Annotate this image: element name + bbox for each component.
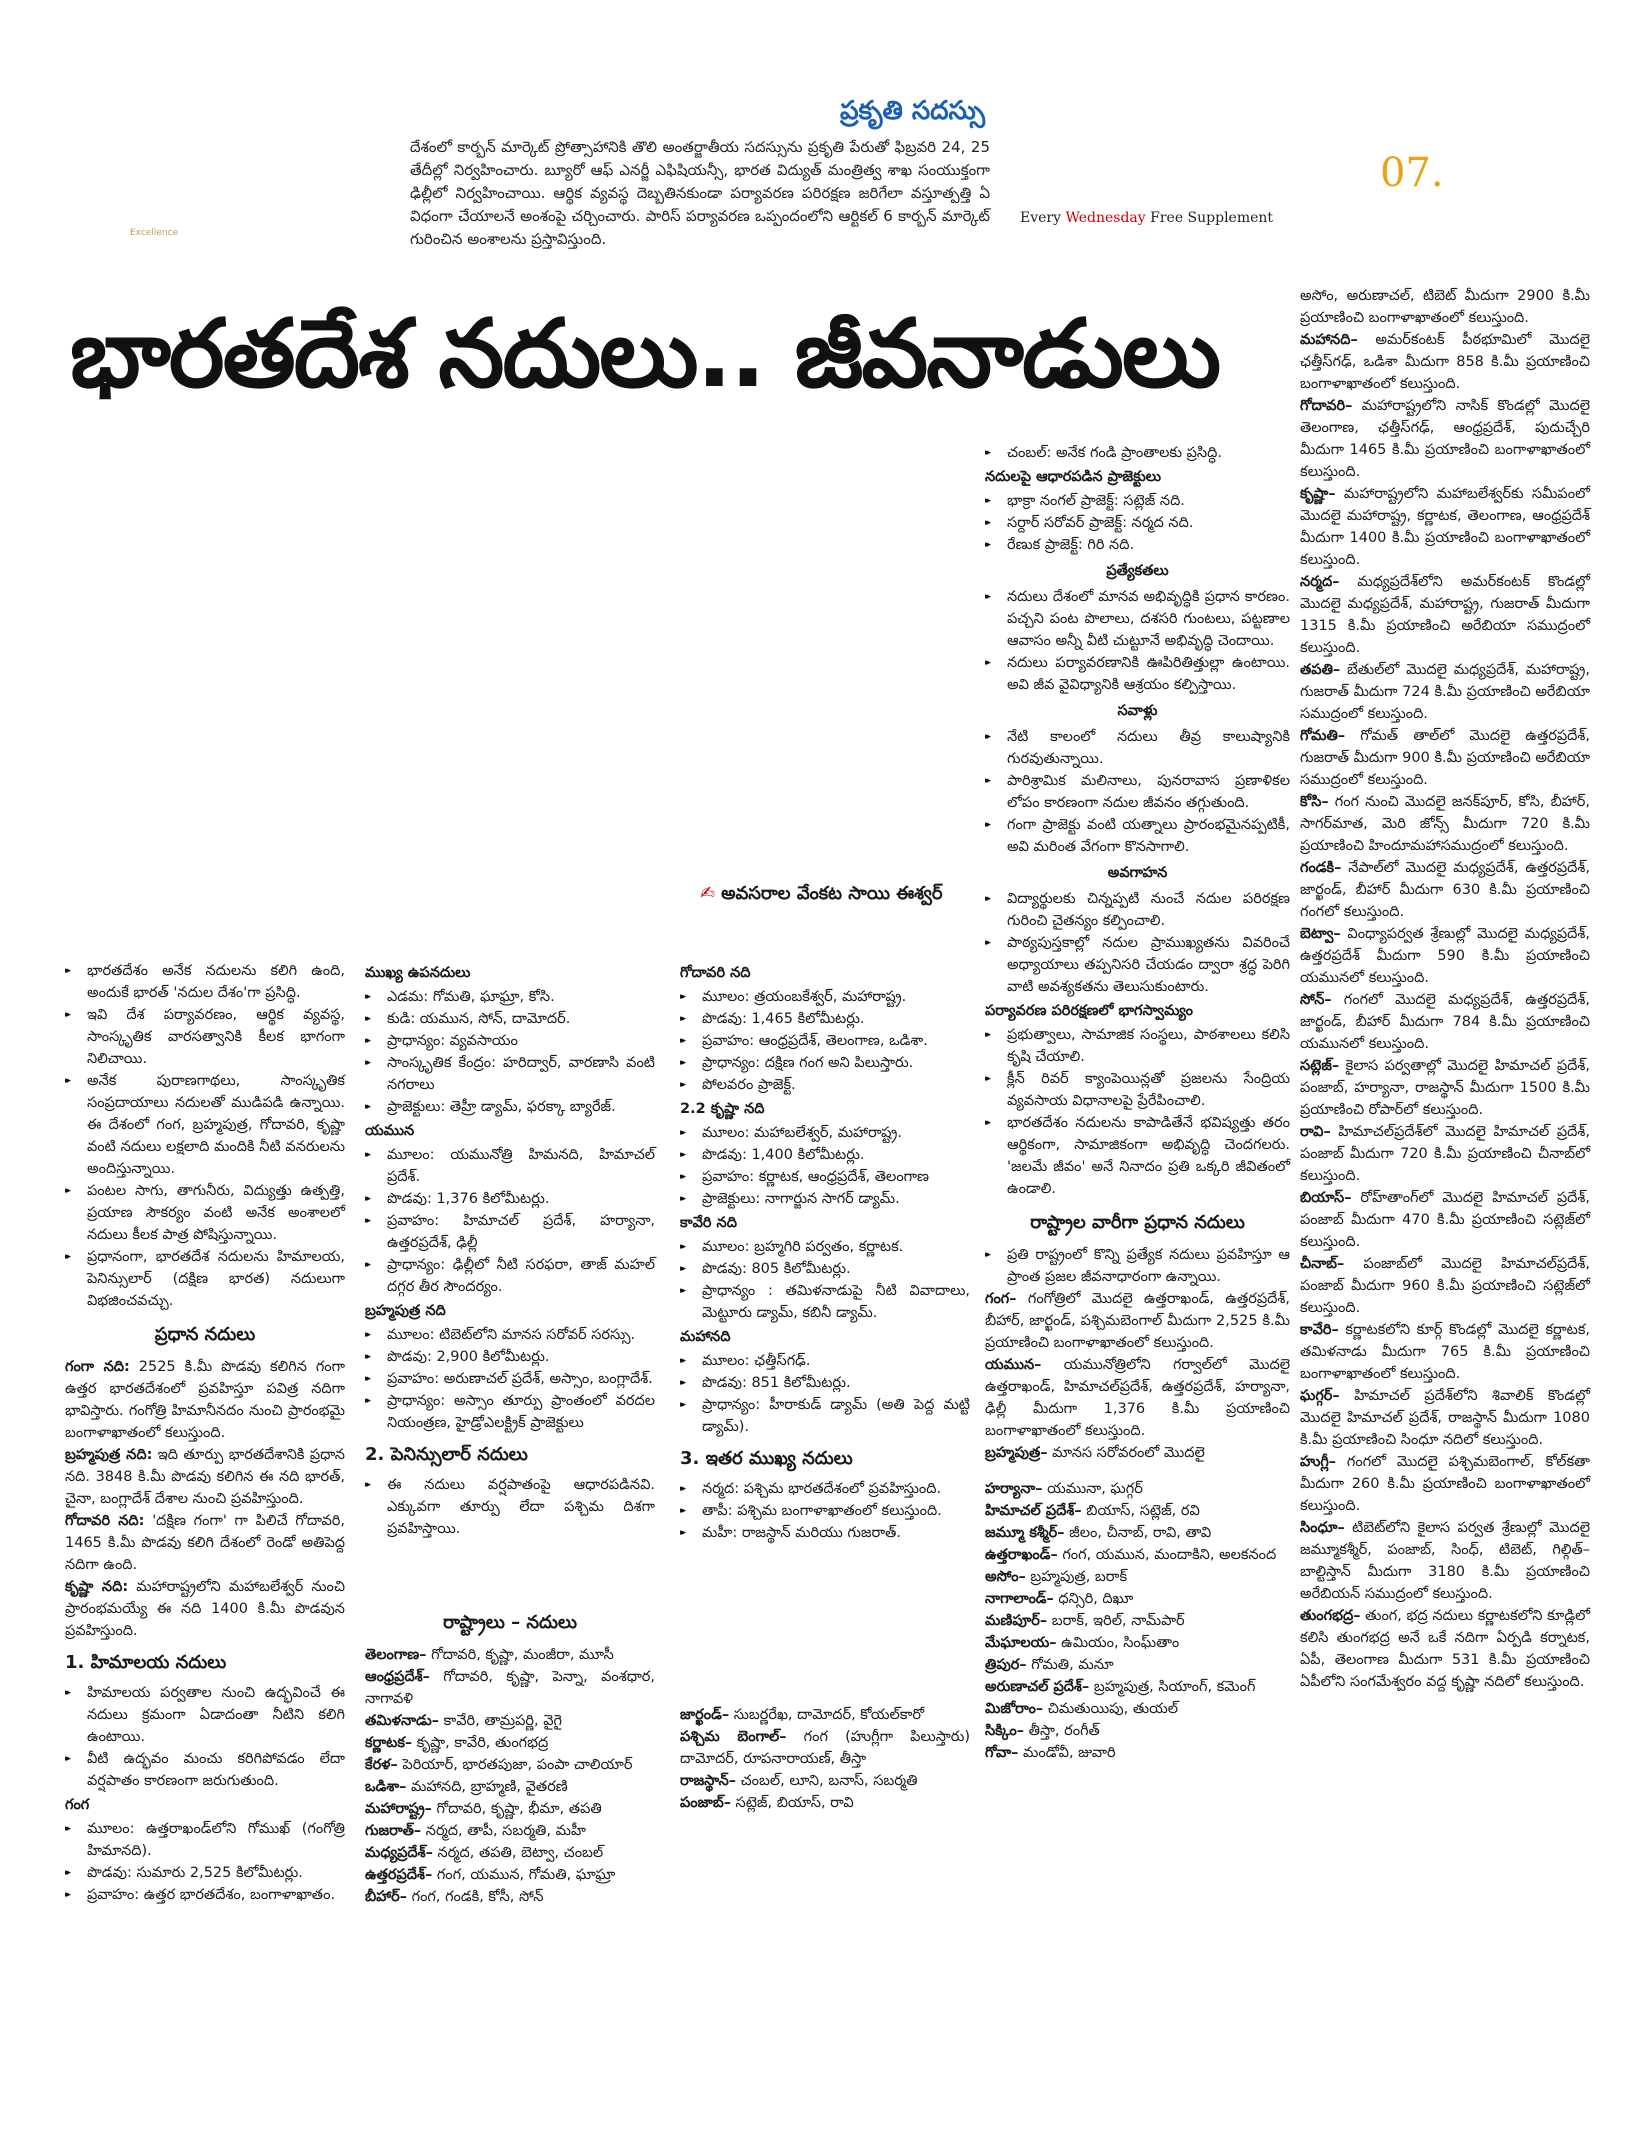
subsection-heading: అవగాహన [1107,865,1168,881]
list-item: ▸▸ సర్దార్ సరోవర్ ప్రాజెక్ట్: నర్మద నది. [985,512,1290,534]
list-item: ▸▸ ఈ నదులు వర్షపాతంపై ఆధారపడినవి. ఎక్కువగా తూర్పు లేదా పశ్చిమ దిశగా ప్రవహిస్తాయి. [365,1474,655,1540]
list-item: ▸▸ పాఠ్యపుస్తకాల్లో నదుల ప్రాముఖ్యతను వివరించే అధ్యాయాలు తప్పనిసరి చేయడం ద్వారా శ్రద్ధ పెరిగి వాటి అవశ్యకతను తెలుసుకుంటారు. [985,932,1290,998]
river-entry: అసోం, అరుణాచల్, టిబెట్ మీదుగా 2900 కి.మీ ప్రయాణించి బంగాళాఖాతంలో కలుస్తుంది. [1300,288,1590,326]
intro-title: ప్రకృతి సదస్సు [840,96,986,126]
state-entry: అరుణాచల్ ప్రదేశ్– బ్రహ్మపుత్ర, సియాంగ్, కమెంగ్ [985,1679,1256,1695]
river-entry: సింధూ– టిబెట్‌లోని కైలాస పర్వత శ్రేణుల్లో మొదలై జమ్మూకశ్మీర్, పంజాబ్, సింధ్, టిబెట్, గిల్గిత్–బాల్టిస్తాన్ మీదుగా 3180 కి.మీ ప్రయాణించి అరేబియన్ సముద్రంలో కలుస్తుంది. [1300,1520,1590,1602]
state-entry: తమిళనాడు– కావేరి, తామ్రపర్ణి, వైగై [365,1713,562,1729]
state-entry: ఆంధ్రప్రదేశ్– గోదావరి, కృష్ణా, పెన్నా, వంశధార, నాగావళి [365,1669,655,1707]
state-entry: బీహార్– గంగ, గండకి, కోసీ, సోన్ [365,1889,544,1905]
river-entry: రావి– హిమాచల్‌ప్రదేశ్‌లో మొదలై హిమాచల్ ప్రదేశ్, పంజాబ్ మీదుగా 720 కి.మీ ప్రయాణించి చీనాబ్‌లో కలుస్తుంది. [1300,1124,1590,1184]
list-item: ▸▸ నదులు దేశంలో మానవ అభివృద్ధికి ప్రధాన కారణం. పచ్చని పంట పొలాలు, దశసరి గుంటలు, పట్టణాల ఆవాసం అన్నీ వీటి చుట్టూనే అభివృద్ధి చెందాయి. [985,586,1290,652]
page-number: 07. [1380,150,1444,196]
section-heading: 3. ఇతర ముఖ్య నదులు [680,1448,853,1469]
list-item: ▸▸ మహీ: రాజస్థాన్ మరియు గుజరాత్. [680,1522,970,1544]
river-entry: తపతి– బేతుల్‌లో మొదలై మధ్యప్రదేశ్, మహారాష్ట్ర, గుజరాత్ మీదుగా 724 కి.మీ ప్రయాణించి అరేబియా సముద్రంలో కలుస్తుంది. [1300,662,1590,722]
list-item: ▸▸ మూలం: బ్రహ్మగిరి పర్వతం, కర్ణాటక. [680,1236,970,1258]
river-entry: నర్మద– మధ్యప్రదేశ్‌లోని అమర్‌కంటక్ కొండల్లో మొదలై మధ్యప్రదేశ్, మహారాష్ట్ర, గుజరాత్ మీదుగా 1315 కి.మీ ప్రయాణించి అరేబియా సముద్రంలో కలుస్తుంది. [1300,574,1590,656]
state-entry: రాజస్థాన్– చంబల్, లూని, బనాస్, సబర్మతి [680,1773,918,1789]
column-2 [365,960,655,1908]
list-item: ▸▸ నదులు పర్యావరణానికి ఊపిరితిత్తుల్లా ఉంటాయి. అవి జీవ వైవిధ్యానికి ఆశ్రయం కల్పిస్తాయి. [985,652,1290,696]
author-byline [700,883,943,908]
state-entry: హిమాచల్ ప్రదేశ్– బియాస్, సట్లెజ్, రవి [985,1503,1200,1519]
state-entry: మిజోరాం– చిమతుయిపు, తుయల్ [985,1701,1179,1717]
list-item: ▸▸ ప్రతి రాష్ట్రంలో కొన్ని ప్రత్యేక నదులు ప్రవహిస్తూ ఆ ప్రాంత ప్రజల జీవనాధారంగా ఉన్నాయి. [985,1244,1290,1288]
list-item: ▸▸ నేటి కాలంలో నదులు తీవ్ర కాలుష్యానికి గురవుతున్నాయి. [985,726,1290,770]
list-item: ▸▸ పొడవు: 805 కిలోమీటర్లు. [680,1258,970,1280]
subsection-heading: ముఖ్య ఉపనదులు [365,965,471,981]
supplement-day: Wednesday [1065,210,1146,226]
list-item: ▸▸ మూలం: ఉత్తరాఖండ్‌లోని గోముఖ్ (గంగోత్రి హిమానది). [65,1818,345,1862]
state-entry: జమ్మూ కశ్మీర్– జీలం, చీనాబ్, రావి, తావి [985,1525,1212,1541]
section-heading: 1. హిమాలయ నదులు [65,1652,227,1673]
list-item: ▸▸ మూలం: త్రయంబకేశ్వర్, మహారాష్ట్ర. [680,986,970,1008]
river-entry: తుంగభద్ర– తుంగ, భద్ర నదులు కర్ణాటకలోని కూడ్లిలో కలిసి తుంగభద్ర అనే ఒకే నదిగా ఏర్పడి కర్నాటక, ఏపీ, తెలంగాణ మీదుగా 531 కి.మీ ప్రయాణించి ఏపీలోని సంగమేశ్వరం వద్ద కృష్ణా నదిలో కలుస్తుంది. [1300,1608,1590,1690]
list-item: ▸▸ కుడి: యమున, సోన్, దామోదర్. [365,1008,655,1030]
list-item: ▸▸ పొడవు: 1,400 కిలోమీటర్లు. [680,1144,970,1166]
river-entry: బెట్వా– వింధ్యాపర్వత శ్రేణుల్లో మొదలై మధ్యప్రదేశ్, ఉత్తరప్రదేశ్ మీదుగా 590 కి.మీ ప్రయాణించి యమునలో కలుస్తుంది. [1300,926,1590,986]
state-entry: ఒడిశా– మహానది, బ్రాహ్మణి, వైతరణి [365,1779,568,1795]
state-entry: కర్ణాటక– కృష్ణా, కావేరి, తుంగభద్ర [365,1735,549,1751]
list-item: ▸▸ రేణుక ప్రాజెక్ట్: గిరి నది. [985,534,1290,556]
list-item: ▸▸ తాపీ: పశ్చిమ బంగాళాఖాతంలో కలుస్తుంది. [680,1500,970,1522]
river-entry: కృష్ణా– మహారాష్ట్రలోని మహాబలేశ్వర్‌కు సమీపంలో మొదలై మహారాష్ట్ర, కర్ణాటక, తెలంగాణ, ఆంధ్రప్రదేశ్ మీదుగా 1400 కి.మీ ప్రయాణించి బంగాళాఖాతంలో కలుస్తుంది. [1300,486,1590,568]
subsection-heading: ప్రత్యేకతలు [1106,563,1169,579]
list-item: ▸▸ ఎడమ: గోమతి, ఘాఘ్రా, కోసి. [365,986,655,1008]
state-entry: గోవా– మండోవీ, జువారి [985,1745,1116,1761]
state-entry: ఉత్తరాఖండ్– గంగ, యమున, మందాకిని, అలకనంద [985,1547,1277,1563]
section-heading: ప్రధాన నదులు [154,1324,256,1345]
list-item: ▸▸ ప్రాజెక్టులు: నాగార్జున సాగర్ డ్యామ్. [680,1188,970,1210]
river-entry: బియాస్– రోహ్‌తాంగ్‌లో మొదలై హిమాచల్ ప్రదేశ్, పంజాబ్ మీదుగా 470 కి.మీ ప్రయాణించి సట్లెజ్‌లో కలుస్తుంది. [1300,1190,1590,1250]
list-item: ▸▸ పోలవరం ప్రాజెక్ట్. [680,1074,970,1096]
list-item: ▸▸ చంబల్: అనేక గండి ప్రాంతాలకు ప్రసిద్ధి. [985,442,1290,464]
river-entry: గంగా నది: 2525 కి.మీ పొడవు కలిగిన గంగా ఉత్తర భారతదేశంలో ప్రవహిస్తూ పవిత్ర నదిగా భావిస్తారు. గంగోత్రి హిమానీనదం నుంచి ప్రారంభమై బంగాళాఖాతంలో కలుస్తుంది. [65,1359,345,1441]
list-item: ▸▸ ప్రాధాన్యం: అస్సాం తూర్పు ప్రాంతంలో వరదల నియంత్రణ, హైడ్రోఎలక్ట్రిక్ ప్రాజెక్టులు [365,1390,655,1434]
state-entry: సిక్కిం– తీస్తా, రంగీత్ [985,1723,1100,1739]
state-entry: పంజాబ్– సట్లెజ్, బియాస్, రావి [680,1795,854,1811]
list-item: ▸▸ ప్రవాహం: అరుణాచల్ ప్రదేశ్, అస్సాం, బంగ్లాదేశ్. [365,1368,655,1390]
river-entry: మహానది– అమర్‌కంటక్ పీఠభూమిలో మొదలై ఛత్తీస్‌గఢ్, ఒడిశా మీదుగా 858 కి.మీ ప్రయాణించి బంగాళాఖాతంలో కలుస్తుంది. [1300,332,1590,392]
state-entry: త్రిపుర– గోమతి, మనూ [985,1657,1114,1673]
state-entry: అసోం– బ్రహ్మపుత్ర, బరాక్ [985,1569,1128,1585]
intro-text: దేశంలో కార్బన్ మార్కెట్ ప్రోత్సాహానికి తొలి అంతర్జాతీయ సదస్సును ప్రకృతి పేరుతో ఫిబ్రవరి 24, 25 తేదీల్లో నిర్వహించారు. బ్యూరో ఆఫ్ ఎనర్జీ ఎఫిషియన్సీ, భారత విద్యుత్ మంత్రిత్వ శాఖ సంయుక్తంగా ఢిల్లీలో నిర్వహించాయి. ఆర్థిక వ్యవస్థ దెబ్బతినకుండా పర్యావరణ పరిరక్షణ జరిగేలా వస్తూత్పత్తి ఏ విధంగా చేయాలనే అంశంపై చర్చించారు. పారిస్ పర్యావరణ ఒప్పందంలోని ఆర్టికల్ 6 కార్బన్ మార్కెట్ గురించిన అంశాలను ప్రస్తావిస్తుంది. [410,138,990,248]
list-item: ▸▸ మూలం: టిబెట్‌లోని మానస సరోవర్ సరస్సు. [365,1324,655,1346]
subsection-heading: కావేరి నది [680,1215,737,1231]
subsection-heading: పర్యావరణ పరిరక్షణలో భాగస్వామ్యం [985,1003,1193,1019]
river-entry: ఘగ్గర్– హిమాచల్ ప్రదేశ్‌లోని శివాలిక్ కొండల్లో మొదలై హిమాచల్ ప్రదేశ్, రాజస్థాన్ మీదుగా 1080 కి.మీ ప్రయాణించి సింధూ నదిలో కలుస్తుంది. [1300,1388,1590,1448]
subsection-heading: బ్రహ్మపుత్ర నది [365,1303,446,1319]
list-item: ▸▸ భారతదేశం నదులను కాపాడితేనే భవిష్యత్తు తరం ఆర్థికంగా, సామాజికంగా అభివృద్ధి చెందగలరు. 'జలమే జీవం' అనే నినాదం ప్రతి ఒక్కరి జీవితంలో ఉండాలి. [985,1112,1290,1200]
list-item: ▸▸ ప్రవాహం: హిమాచల్ ప్రదేశ్, హర్యానా, ఉత్తరప్రదేశ్, ఢిల్లీ [365,1210,655,1254]
river-entry: సట్లెజ్– కైలాస పర్వతాల్లో మొదలై హిమాచల్ ప్రదేశ్, పంజాబ్, హర్యానా, రాజస్థాన్ మీదుగా 1500 కి.మీ ప్రయాణించి రోపార్‌లో కలుస్తుంది. [1300,1058,1590,1118]
list-item: ▸▸ ప్రాజెక్టులు: తెహ్రీ డ్యామ్, ఫరక్కా బ్యారేజ్. [365,1096,655,1118]
state-entry: పశ్చిమ బెంగాల్– గంగ (హుగ్లీగా పిలుస్తారు) దామోదర్, రూపనారాయణ్, తీస్తా [680,1729,970,1767]
list-item: ▸▸ ప్రాధాన్యం : తమిళనాడుపై నీటి వివాదాలు, మెట్టూరు డ్యామ్, కబినీ డ్యామ్. [680,1280,970,1324]
list-item: ▸▸ భాక్రా నంగల్ ప్రాజెక్ట్: సట్లెజ్ నది. [985,490,1290,512]
supplement-post: Free Supplement [1145,210,1274,226]
section-heading: 2. పెనిన్సులార్ నదులు [365,1444,528,1465]
list-item: ▸▸ ప్రధానంగా, భారతదేశ నదులను హిమాలయ, పెనిన్సులార్ (దక్షిణ భారత) నదులుగా విభజించవచ్చు. [65,1246,345,1312]
state-entry: మణిపూర్– బరాక్, ఇరిల్, నామ్‌పార్ [985,1613,1185,1629]
state-entry: మహారాష్ట్ర– గోదావరి, కృష్ణా, భీమా, తపతి [365,1801,602,1817]
state-entry: గుజరాత్– నర్మద, తాపీ, సబర్మతి, మహీ [365,1823,586,1839]
river-entry: గోదావరి– మహారాష్ట్రలోని నాసిక్ కొండల్లో మొదలై తెలంగాణ, ఛత్తీస్‌గఢ్, ఆంధ్రప్రదేశ్, పుదుచ్చేరి మీదుగా 1465 కి.మీ ప్రయాణించి బంగాళాఖాతంలో కలుస్తుంది. [1300,398,1590,480]
river-entry: గంగ– గంగోత్రిలో మొదలై ఉత్తరాఖండ్, ఉత్తరప్రదేశ్, బీహార్, జార్ఖండ్, పశ్చిమబెంగాల్ మీదుగా 2,525 కి.మీ ప్రయాణించి బంగాళాఖాతంలో కలుస్తుంది. [985,1291,1290,1351]
list-item: ▸▸ గంగా ప్రాజెక్టు వంటి యత్నాలు ప్రారంభమైనప్పటికీ, అవి మరింత వేగంగా కొనసాగాలి. [985,814,1290,858]
state-entry: తెలంగాణ– గోదావరి, కృష్ణా, మంజీరా, మూసీ [365,1647,614,1663]
column-5 [1300,285,1590,1693]
list-item: ▸▸ అనేక పురాణగాథలు, సాంస్కృతిక సంప్రదాయాలు నదులతో ముడిపడి ఉన్నాయి. ఈ దేశంలో గంగ, బ్రహ్మపుత్ర, గోదావరి, కృష్ణా వంటి నదులు లక్షలాది మందికి నీటి వనరులను అందిస్తున్నాయి. [65,1070,345,1180]
list-item: ▸▸ ఇవి దేశ పర్యావరణం, ఆర్థిక వ్యవస్థ, సాంస్కృతిక వారసత్వానికి కీలక భాగంగా నిలిచాయి. [65,1004,345,1070]
river-entry: హుగ్లీ– గంగలో మొదలై పశ్చిమబెంగాల్, కోల్‌కతా మీదుగా 260 కి.మీ ప్రయాణించి బంగాళాఖాతంలో కలుస్తుంది. [1300,1454,1590,1514]
state-entry: నాగాలాండ్– ధన్సిరి, దిఖూ [985,1591,1134,1607]
list-item: ▸▸ క్లీన్ రివర్ క్యాంపెయిన్లతో ప్రజలను సేంద్రియ వ్యవసాయ విధానాలపై ప్రేరేపించాలి. [985,1068,1290,1112]
river-entry: బ్రహ్మపుత్ర– మానస సరోవరంలో మొదలై [985,1445,1205,1461]
list-item: ▸▸ పొడవు: 1,465 కిలోమీటర్లు. [680,1008,970,1030]
list-item: ▸▸ భారతదేశం అనేక నదులను కలిగి ఉంది, అందుకే భారత్ 'నదుల దేశం'గా ప్రసిద్ధి. [65,960,345,1004]
subsection-heading: గోదావరి నది [680,965,751,981]
list-item: ▸▸ పొడవు: సుమారు 2,525 కిలోమీటర్లు. [65,1862,345,1884]
list-item: ▸▸ ప్రాధాన్యం: హీరాకుడ్ డ్యామ్ (అతి పెద్ద మట్టి డ్యామ్). [680,1394,970,1438]
list-item: ▸▸ హిమాలయ పర్వతాల నుంచి ఉద్భవించే ఈ నదులు క్రమంగా ఏడాదంతా నీటిని కలిగి ఉంటాయి. [65,1682,345,1748]
list-item: ▸▸ మూలం: యమునోత్రి హిమనది, హిమాచల్ ప్రదేశ్. [365,1144,655,1188]
supplement-pre: Every [1020,210,1066,226]
river-entry: గోదావరి నది: 'దక్షిణ గంగా' గా పిలిచే గోదావరి, 1465 కి.మీ పొడవు కలిగి దేశంలో రెండో అతిపెద్ద నదిగా ఉంది. [65,1513,346,1573]
list-item: ▸▸ ప్రాధాన్యం: వ్యవసాయం [365,1030,655,1052]
column-4 [985,442,1290,1764]
list-item: ▸▸ ప్రవాహం: కర్ణాటక, ఆంధ్రప్రదేశ్, తెలంగాణ [680,1166,970,1188]
list-item: ▸▸ ప్రవాహం: ఆంధ్రప్రదేశ్, తెలంగాణ, ఒడిశా. [680,1030,970,1052]
list-item: ▸▸ పంటల సాగు, తాగునీరు, విద్యుత్తు ఉత్పత్తి, ప్రయాణ సౌకర్యం వంటి అనేక అంశాలలో నదులు కీలక పాత్ర పోషిస్తున్నాయి. [65,1180,345,1246]
pen-icon: ✍ [700,883,716,904]
brand-mark: Excellence [130,228,179,238]
list-item: ▸▸ విద్యార్థులకు చిన్నప్పటి నుంచే నదుల పరిరక్షణ గురించి చైతన్యం కల్పించాలి. [985,888,1290,932]
subsection-heading: నదులపై ఆధారపడిన ప్రాజెక్టులు [985,469,1162,485]
subsection-heading: గంగ [65,1797,90,1813]
list-item: ▸▸ సాంస్కృతిక కేంద్రం: హరిద్వార్, వారణాసి వంటి నగరాలు [365,1052,655,1096]
column-1 [65,960,345,1906]
list-item: ▸▸ మూలం: ఛత్తీస్‌గఢ్. [680,1350,970,1372]
state-entry: కేరళ– పెరియార్, భారతపుజా, పంపా చాలియార్ [365,1757,633,1773]
state-entry: జార్ఖండ్– సుబర్ణరేఖ, దామోదర్, కోయల్‌కారో [680,1707,925,1723]
list-item: ▸▸ నర్మద: పశ్చిమ భారతదేశంలో ప్రవహిస్తుంది. [680,1478,970,1500]
list-item: ▸▸ పారిశ్రామిక మలినాలు, పునరావాస ప్రణాళికల లోపం కారణంగా నదుల జీవనం తగ్గుతుంది. [985,770,1290,814]
list-item: ▸▸ వీటి ఉద్భవం మంచు కరిగిపోవడం లేదా వర్షపాతం కారణంగా జరుగుతుంది. [65,1748,345,1792]
list-item: ▸▸ మూలం: మహాబలేశ్వర్, మహారాష్ట్ర. [680,1122,970,1144]
list-item: ▸▸ పొడవు: 2,900 కిలోమీటర్లు. [365,1346,655,1368]
supplement-line [1020,210,1273,226]
state-entry: మేఘాలయ– ఉమియం, సింఘ్‌తాం [985,1635,1180,1651]
river-entry: కృష్ణా నది: మహారాష్ట్రలోని మహాబలేశ్వర్ నుంచి ప్రారంభమయ్యే ఈ నది 1400 కి.మీ పొడవున ప్రవహిస్తుంది. [65,1579,345,1639]
river-entry: గోమతి– గోమత్ తాల్‌లో మొదలై ఉత్తరప్రదేశ్, గుజరాత్ మీదుగా 900 కి.మీ ప్రయాణించి అరేబియా సముద్రంలో కలుస్తుంది. [1300,728,1590,788]
state-entry: హర్యానా– యమునా, ఘగ్గర్ [985,1481,1143,1497]
river-entry: సోన్– గంగలో మొదలై మధ్యప్రదేశ్, ఉత్తరప్రదేశ్, జార్ఖండ్, బీహార్ మీదుగా 784 కి.మీ ప్రయాణించి యమునలో కలుస్తుంది. [1300,992,1590,1052]
list-item: ▸▸ ప్రవాహం: ఉత్తర భారతదేశం, బంగాళాఖాతం. [65,1884,345,1906]
section-heading: రాష్ట్రాల వారీగా ప్రధాన నదులు [1030,1212,1245,1233]
river-entry: బ్రహ్మపుత్ర నది: ఇది తూర్పు భారతదేశానికి ప్రధాన నది. 3848 కి.మీ పొడవు కలిగిన ఈ నది భారత్, చైనా, బంగ్లాదేశ్ దేశాల నుంచి ప్రవహిస్తుంది. [65,1447,345,1507]
subsection-heading: యమున [365,1123,415,1139]
subsection-heading: 2.2 కృష్ణా నది [680,1101,765,1117]
river-entry: గండకి– నేపాల్‌లో మొదలై మధ్యప్రదేశ్, ఉత్తరప్రదేశ్, జార్ఖండ్, బీహార్ మీదుగా 630 కి.మీ ప్రయాణించి గంగలో కలుస్తుంది. [1300,860,1590,920]
list-item: ▸▸ ప్రాధాన్యం: దక్షిణ గంగ అని పిలుస్తారు. [680,1052,970,1074]
subsection-heading: సవాళ్లు [1117,703,1158,719]
state-entry: మధ్యప్రదేశ్– నర్మద, తపతి, బెట్వా, చంబల్ [365,1845,604,1861]
main-title: భారతదేశ నదులు.. జీవనాడులు [70,300,1220,409]
river-entry: చీనాబ్– పంజాబ్‌లో మొదలై హిమాచల్‌ప్రదేశ్, పంజాబ్ మీదుగా 960 కి.మీ ప్రయాణించి సట్లెజ్‌లో కలుస్తుంది. [1300,1256,1590,1316]
river-entry: యమున– యమునోత్రిలోని గర్వాల్‌లో మొదలై ఉత్తరాఖండ్, హిమాచల్‌ప్రదేశ్, ఉత్తరప్రదేశ్, హర్యానా, ఢిల్లీ మీదుగా 1,376 కి.మీ ప్రయాణించి బంగాళాఖాతంలో కలుస్తుంది. [985,1357,1290,1439]
river-entry: కావేరి– కర్ణాటకలోని కూర్గ్ కొండల్లో మొదలై కర్ణాటక, తమిళనాడు మీదుగా 765 కి.మీ ప్రయాణించి బంగాళాఖాతంలో కలుస్తుంది. [1300,1322,1590,1382]
author-name: అవసరాల వేంకట సాయి ఈశ్వర్ [721,883,943,904]
list-item: ▸▸ పొడవు: 1,376 కిలోమీటర్లు. [365,1188,655,1210]
river-entry: కోసి– గంగ నుంచి మొదలై జనక్‌పూర్, కోసి, బీహార్, సాగర్‌మాత, మెరి జోన్స్ మీదుగా 720 కి.మీ ప్రయాణించి హిందూమహాసముద్రంలో కలుస్తుంది. [1300,794,1590,854]
section-heading: రాష్ట్రాలు – నదులు [443,1612,577,1633]
list-item: ▸▸ ప్రాధాన్యం: ఢిల్లీలో నీటి సరఫరా, తాజ్ మహల్ దగ్గర తీర సౌందర్యం. [365,1254,655,1298]
list-item: ▸▸ ప్రభుత్వాలు, సామాజిక సంస్థలు, పాఠశాలలు కలిసి కృషి చేయాలి. [985,1024,1290,1068]
state-entry: ఉత్తరప్రదేశ్– గంగ, యమున, గోమతి, ఘాఘ్రా [365,1867,616,1883]
list-item: ▸▸ పొడవు: 851 కిలోమీటర్లు. [680,1372,970,1394]
column-3 [680,960,970,1814]
subsection-heading: మహానది [680,1329,731,1345]
